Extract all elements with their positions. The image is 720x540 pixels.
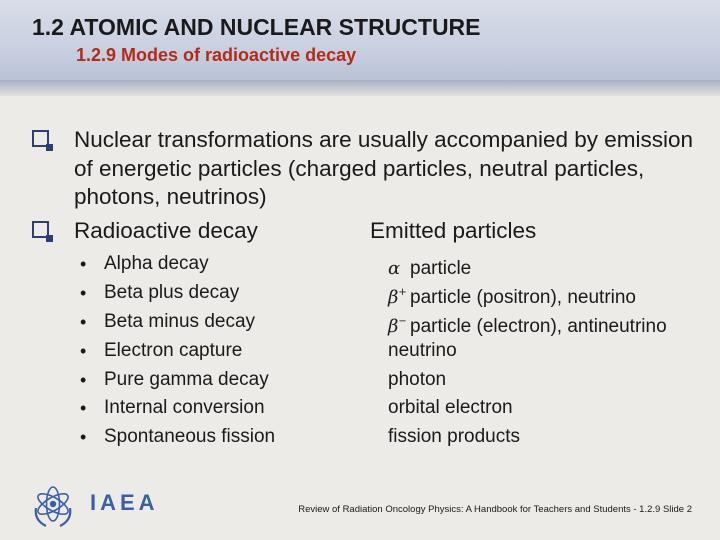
bullet-dot: • bbox=[80, 254, 87, 274]
iaea-logo-text: IAEA bbox=[90, 490, 159, 515]
bullet-dot: • bbox=[80, 398, 87, 419]
particle-label: photon bbox=[388, 368, 447, 390]
bullet-dot: • bbox=[80, 427, 87, 448]
decay-mode-label: Pure gamma decay bbox=[104, 368, 269, 390]
decay-mode-label: Internal conversion bbox=[104, 397, 265, 419]
emitted-particle-list bbox=[388, 250, 667, 452]
emitted-particle-item bbox=[388, 279, 667, 308]
decay-mode-label: Spontaneous fission bbox=[104, 426, 276, 448]
emitted-particle-item bbox=[388, 337, 667, 366]
bullet-dot: • bbox=[80, 282, 87, 303]
particle-label: particle bbox=[410, 258, 472, 279]
decay-mode-label: Electron capture bbox=[104, 339, 243, 361]
square-bullet-icon bbox=[32, 221, 49, 238]
decay-mode-label: Beta minus decay bbox=[104, 310, 256, 332]
particle-symbol: β− bbox=[388, 315, 407, 337]
emitted-particle-item bbox=[388, 308, 667, 337]
footer-citation: Review of Radiation Oncology Physics: A Handbook for Teachers and Students - 1.2.9 Slide 2 bbox=[298, 504, 692, 515]
decay-mode-label: Beta plus decay bbox=[104, 281, 240, 303]
emitted-particle-item bbox=[388, 366, 667, 395]
square-bullet-icon bbox=[32, 130, 49, 147]
radioactive-decay-heading: Radioactive decay bbox=[74, 218, 258, 243]
particle-label: orbital electron bbox=[388, 397, 513, 419]
particle-label: particle (positron), neutrino bbox=[410, 286, 636, 308]
particle-label: neutrino bbox=[388, 339, 457, 361]
particle-symbol: β+ bbox=[388, 286, 407, 308]
slide-subtitle: 1.2.9 Modes of radioactive decay bbox=[76, 45, 357, 65]
slide-title: 1.2 ATOMIC AND NUCLEAR STRUCTURE bbox=[32, 14, 481, 40]
emitted-particle-item bbox=[388, 250, 667, 279]
emitted-particle-item bbox=[388, 394, 667, 423]
particle-label: particle (electron), antineutrino bbox=[410, 315, 667, 337]
intro-paragraph: Nuclear transformations are usually accompanied by emission of energetic particles (charged particles, neutral particles, photons, neutrinos) bbox=[74, 127, 694, 209]
iaea-emblem-icon bbox=[28, 480, 78, 530]
emitted-particle-item bbox=[388, 423, 667, 452]
particle-symbol: α bbox=[388, 258, 401, 279]
decay-mode-label: Alpha decay bbox=[104, 253, 209, 274]
particle-label: fission products bbox=[388, 426, 521, 448]
bullet-dot: • bbox=[80, 340, 87, 361]
bullet-dot: • bbox=[80, 369, 87, 390]
bullet-dot: • bbox=[80, 311, 87, 332]
emitted-particles-heading: Emitted particles bbox=[370, 218, 537, 243]
header-shadow bbox=[0, 80, 720, 96]
